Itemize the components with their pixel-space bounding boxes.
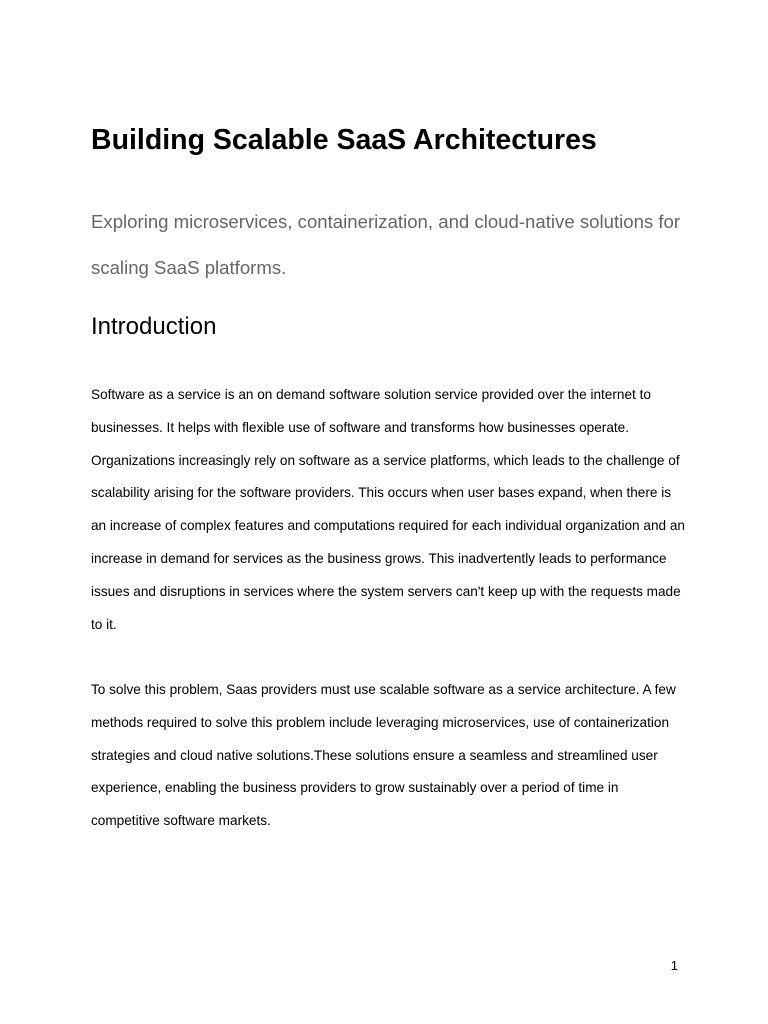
page-number: 1 <box>670 958 678 973</box>
paragraph: To solve this problem, Saas providers must use scalable software as a service architecture. A few methods required to solve this problem include leveraging microservices, use of containerization strategies and cloud native solutions.These solutions ensure a seamless and streamlined user experience, enabling the business providers to grow sustainably over a period of time in competitive software markets. <box>91 682 676 829</box>
document-title: Building Scalable SaaS Architectures <box>91 124 597 156</box>
document-subtitle: Exploring microservices, containerization, and cloud-native solutions for scaling SaaS platforms. <box>91 211 681 278</box>
paragraph: Software as a service is an on demand software solution service provided over the internet to businesses. It helps with flexible use of software and transforms how businesses operate. Organizations increasingly rely on software as a service platforms, which leads to the challenge of scalability arising for the software providers. This occurs when user bases expand, when there is an increase of complex features and computations required for each individual organization and an increase in demand for services as the business grows. This inadvertently leads to performance issues and disruptions in services where the system servers can't keep up with the requests made to it. <box>91 387 685 632</box>
section-heading-introduction: Introduction <box>91 313 217 340</box>
